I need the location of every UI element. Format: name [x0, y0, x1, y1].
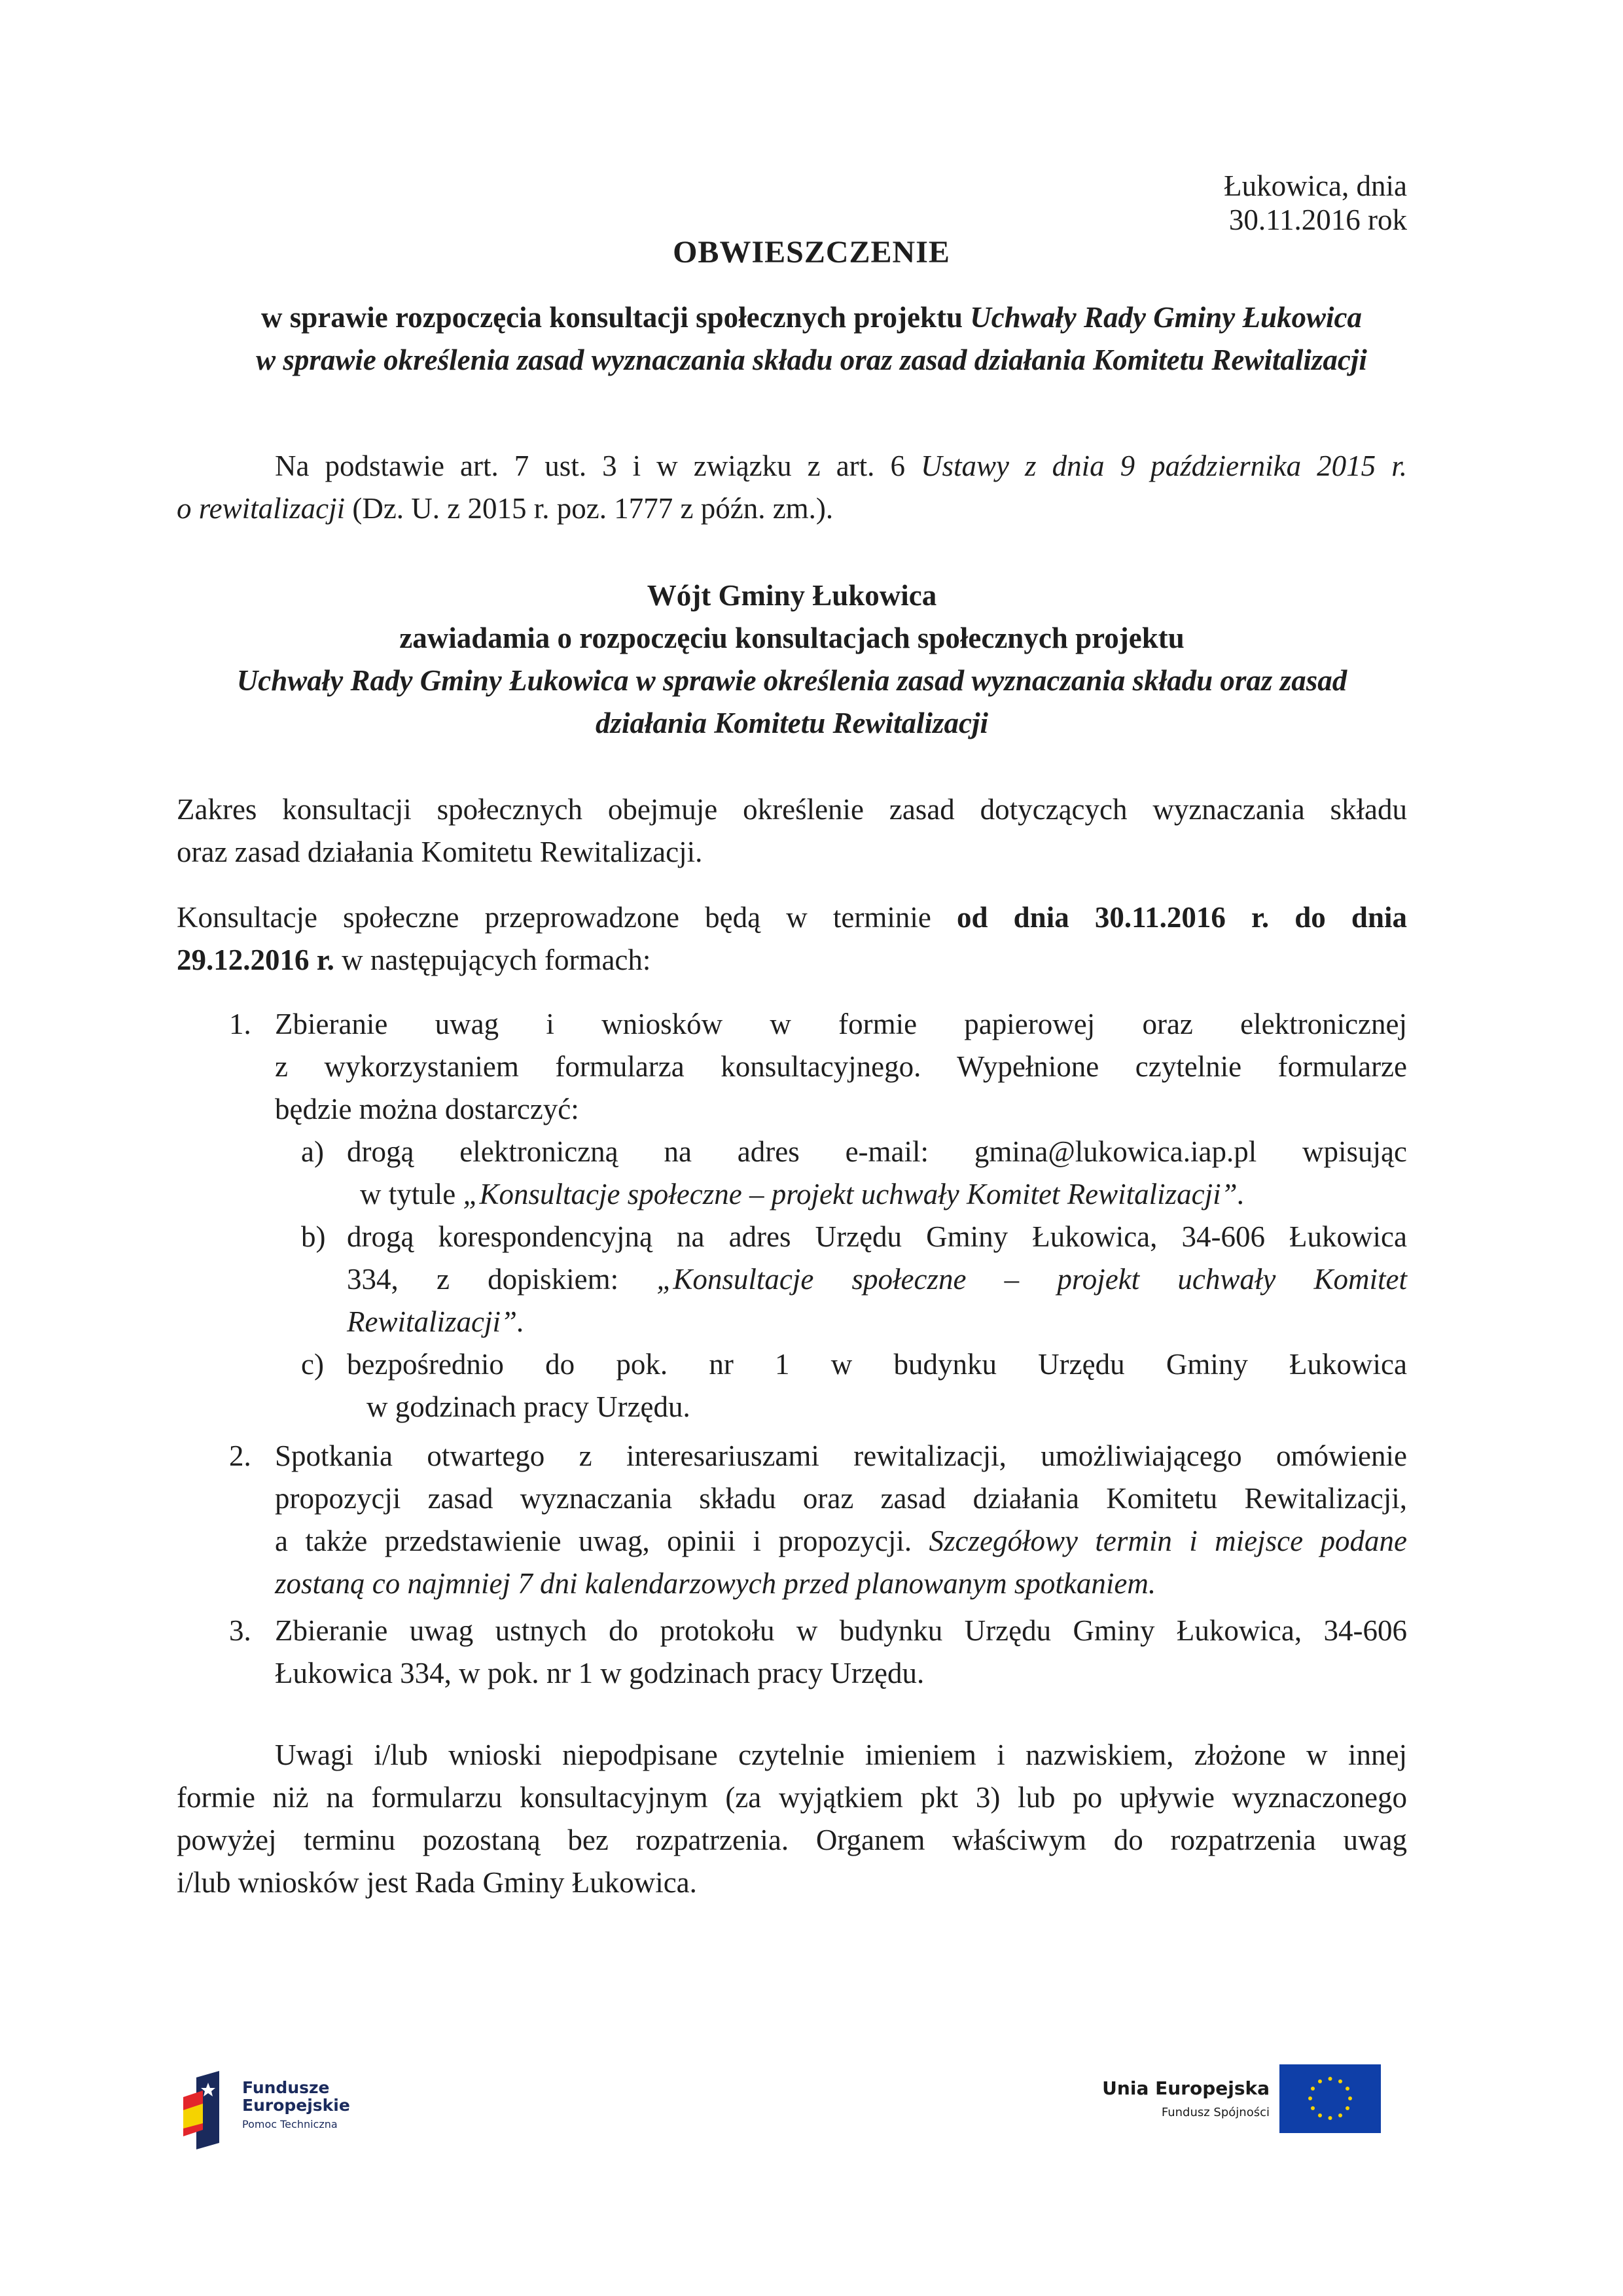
closing-paragraph	[177, 1734, 1407, 1904]
scope-paragraph	[177, 788, 1407, 874]
item-1-line-1: Zbieranie uwag i wniosków w formie papierowej oraz elektronicznej	[275, 1008, 1407, 1040]
announcement-line-4: działania Komitetu Rewitalizacji	[595, 707, 989, 739]
sub-item-label: b)	[301, 1220, 326, 1253]
document-title: OBWIESZCZENIE	[673, 235, 950, 270]
sub-item-b-line-2: 334, z dopiskiem: „Konsultacje społeczne – projekt uchwały Komitet	[347, 1263, 1408, 1296]
item-3-line-2: Łukowica 334, w pok. nr 1 w godzinach pracy Urzędu.	[275, 1657, 925, 1689]
term-paragraph	[177, 896, 1407, 981]
closing-line-3: powyżej terminu pozostaną bez rozpatrzenia. Organem właściwym do rozpatrzenia uwag	[177, 1824, 1407, 1856]
document-date: Łukowica, dnia 30.11.2016 rok	[1224, 169, 1407, 236]
subject-line-1: w sprawie rozpoczęcia konsultacji społecznych projektu Uchwały Rady Gminy Łukowica	[261, 301, 1362, 334]
announcement-line-2: zawiadamia o rozpoczęciu konsultacjach społecznych projektu	[399, 622, 1185, 654]
legal-basis	[177, 445, 1407, 530]
basis-line-2: o rewitalizacji (Dz. U. z 2015 r. poz. 1777 z późn. zm.).	[177, 492, 834, 525]
item-2-line-2: propozycji zasad wyznaczania składu oraz zasad działania Komitetu Rewitalizacji,	[275, 1482, 1407, 1515]
announcement-block	[177, 574, 1407, 745]
term-line-1: Konsultacje społeczne przeprowadzone będą w terminie od dnia 30.11.2016 r. do dnia	[177, 901, 1407, 934]
list-item-3	[229, 1610, 1407, 1695]
basis-line-1: Na podstawie art. 7 ust. 3 i w związku z art. 6 Ustawy z dnia 9 października 2015 r.	[275, 450, 1407, 482]
fundusze-europejskie-logo	[183, 2071, 419, 2149]
sub-item-c-line-2: w godzinach pracy Urzędu.	[366, 1390, 690, 1423]
sub-item-c	[301, 1343, 1407, 1428]
eu-flag-icon	[1279, 2064, 1381, 2133]
list-item-number: 3.	[229, 1614, 251, 1647]
item-2-line-4: zostaną co najmniej 7 dni kalendarzowych przed planowanym spotkaniem.	[275, 1567, 1156, 1600]
sub-item-a-line-2: w tytule „Konsultacje społeczne – projekt uchwały Komitet Rewitalizacji”.	[360, 1178, 1245, 1210]
term-line-2: 29.12.2016 r. w następujących formach:	[177, 944, 651, 976]
item-2-line-1: Spotkania otwartego z interesariuszami rewitalizacji, umożliwiającego omówienie	[275, 1439, 1407, 1472]
unia-europejska-logo	[1067, 2061, 1381, 2140]
ue-logo-subtitle: Fundusz Spójności	[1161, 2106, 1270, 2119]
fundusze-europejskie-logo-icon	[183, 2071, 236, 2149]
fe-logo-subtitle: Pomoc Techniczna	[242, 2118, 338, 2130]
sub-item-label: c)	[301, 1348, 324, 1381]
item-1-line-3: będzie można dostarczyć:	[275, 1093, 579, 1125]
item-1-line-2: z wykorzystaniem formularza konsultacyjnego. Wypełnione czytelnie formularze	[275, 1050, 1407, 1083]
document-subject	[190, 296, 1433, 381]
scope-line-1: Zakres konsultacji społecznych obejmuje określenie zasad dotyczących wyznaczania składu	[177, 793, 1407, 826]
item-2-line-3: a także przedstawienie uwag, opinii i propozycji. Szczegółowy termin i miejsce podane	[275, 1525, 1407, 1557]
item-3-line-1: Zbieranie uwag ustnych do protokołu w budynku Urzędu Gminy Łukowica, 34-606	[275, 1614, 1407, 1647]
closing-line-2: formie niż na formularzu konsultacyjnym (za wyjątkiem pkt 3) lub po upływie wyznaczonego	[177, 1781, 1407, 1814]
sub-item-a	[301, 1131, 1407, 1216]
sub-item-a-line-1: drogą elektroniczną na adres e-mail: gmina@lukowica.iap.pl wpisując	[347, 1135, 1407, 1168]
sub-item-b	[301, 1216, 1407, 1343]
announcement-author: Wójt Gminy Łukowica	[647, 579, 937, 612]
subject-line-2: w sprawie określenia zasad wyznaczania składu oraz zasad działania Komitetu Rewitalizacji	[256, 344, 1367, 376]
sub-item-c-line-1: bezpośrednio do pok. nr 1 w budynku Urzędu Gminy Łukowica	[347, 1348, 1407, 1381]
announcement-line-3: Uchwały Rady Gminy Łukowica w sprawie określenia zasad wyznaczania składu oraz zasad	[236, 664, 1347, 697]
scope-line-2: oraz zasad działania Komitetu Rewitalizacji.	[177, 836, 703, 868]
ue-logo-title: Unia Europejska	[1102, 2077, 1270, 2099]
closing-line-1: Uwagi i/lub wnioski niepodpisane czytelnie imieniem i nazwiskiem, złożone w innej	[275, 1739, 1407, 1771]
list-item-number: 1.	[229, 1008, 251, 1040]
list-item-number: 2.	[229, 1439, 251, 1472]
eu-stars-icon	[1279, 2064, 1381, 2133]
list-item-1	[229, 1003, 1407, 1428]
closing-line-4: i/lub wniosków jest Rada Gminy Łukowica.	[177, 1866, 697, 1899]
sub-item-b-line-1: drogą korespondencyjną na adres Urzędu Gminy Łukowica, 34-606 Łukowica	[347, 1220, 1407, 1253]
sub-item-b-line-3: Rewitalizacji”.	[347, 1305, 525, 1338]
sub-item-label: a)	[301, 1135, 324, 1168]
fe-logo-title: Fundusze Europejskie	[242, 2078, 350, 2115]
list-item-2	[229, 1435, 1407, 1605]
